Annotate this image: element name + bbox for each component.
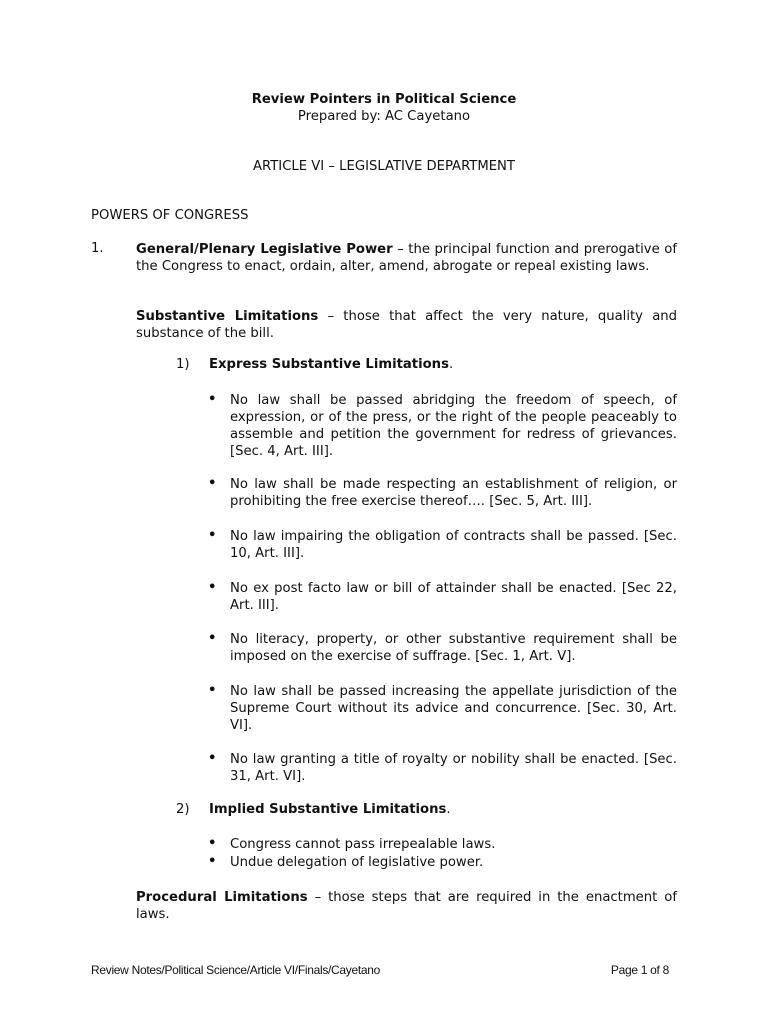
footer-path: Review Notes/Political Science/Article VI/Finals/Cayetano bbox=[91, 963, 381, 977]
item-definition: – the principal function and prerogative of the Congress to enact, ordain, alter, amend, abrogate or repeal existing laws. bbox=[136, 242, 677, 274]
implied-number: 2) bbox=[176, 802, 190, 817]
list-item-text: No law granting a title of royalty or nobility shall be enacted. [Sec. 31, Art. VI]. bbox=[230, 752, 677, 784]
list-item-text: No literacy, property, or other substantive requirement shall be imposed on the exercise of suffrage. [Sec. 1, Art. V]. bbox=[230, 632, 677, 664]
list-item-text: No law shall be passed abridging the freedom of speech, of expression, or of the press, or the right of the people peaceably to assemble and petition the government for redress of grievances. [Sec. 4, Art. III]. bbox=[230, 393, 677, 459]
list-item-text: No law shall be passed increasing the appellate jurisdiction of the Supreme Court without its advice and concurrence. [Sec. 30, Art. VI]. bbox=[230, 684, 677, 733]
procedural-definition: – those steps that are required in the enactment of laws. bbox=[136, 890, 677, 922]
substantive-definition: – those that affect the very nature, quality and substance of the bill. bbox=[136, 309, 678, 341]
substantive-limitations-paragraph bbox=[136, 308, 677, 342]
implied-suffix: . bbox=[446, 802, 451, 817]
bullet-icon: • bbox=[208, 683, 217, 698]
bullet-icon: • bbox=[208, 476, 217, 491]
list-item-text: No ex post facto law or bill of attainder shall be enacted. [Sec 22, Art. III]. bbox=[230, 581, 677, 613]
list-item-text: Congress cannot pass irrepealable laws. bbox=[230, 837, 496, 852]
express-heading bbox=[209, 357, 453, 372]
section-heading: POWERS OF CONGRESS bbox=[91, 208, 249, 223]
list-item-text: No law shall be made respecting an establishment of religion, or prohibiting the free exercise thereof…. [Sec. 5, Art. III]. bbox=[230, 477, 677, 509]
bullet-icon: • bbox=[208, 854, 217, 869]
footer-page-number: Page 1 of 8 bbox=[610, 963, 669, 977]
substantive-term: Substantive Limitations bbox=[136, 309, 319, 324]
bullet-icon: • bbox=[208, 631, 217, 646]
document-title: Review Pointers in Political Science bbox=[251, 92, 517, 107]
bullet-icon: • bbox=[208, 528, 217, 543]
item-number: 1. bbox=[91, 241, 104, 256]
item-general-legislative-power bbox=[136, 241, 677, 275]
list-item-text: Undue delegation of legislative power. bbox=[230, 855, 484, 870]
procedural-term: Procedural Limitations bbox=[136, 890, 308, 905]
procedural-limitations-paragraph bbox=[136, 889, 677, 923]
bullet-icon: • bbox=[208, 580, 217, 595]
article-heading: ARTICLE VI – LEGISLATIVE DEPARTMENT bbox=[253, 159, 515, 174]
express-limitations-list bbox=[208, 392, 677, 792]
express-label: Express Substantive Limitations bbox=[209, 357, 449, 372]
bullet-icon: • bbox=[208, 392, 217, 407]
implied-label: Implied Substantive Limitations bbox=[209, 802, 447, 817]
express-suffix: . bbox=[448, 357, 454, 372]
bullet-icon: • bbox=[208, 836, 217, 851]
item-term: General/Plenary Legislative Power bbox=[136, 242, 393, 257]
implied-heading bbox=[209, 802, 451, 817]
bullet-icon: • bbox=[208, 751, 217, 766]
list-item-text: No law impairing the obligation of contracts shall be passed. [Sec. 10, Art. III]. bbox=[230, 529, 677, 561]
express-number: 1) bbox=[176, 357, 190, 372]
implied-limitations-list bbox=[208, 836, 677, 876]
prepared-by: Prepared by: AC Cayetano bbox=[297, 109, 471, 124]
